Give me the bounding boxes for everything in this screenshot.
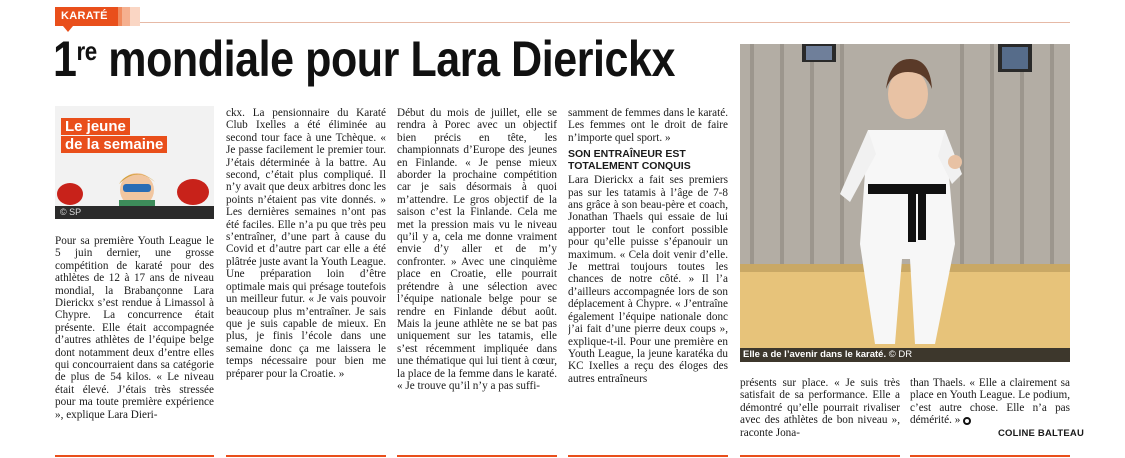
section-tag: KARATÉ	[55, 7, 118, 26]
bottom-rule-2	[226, 455, 386, 457]
bottom-rule-4	[568, 455, 728, 457]
column-4-text-b: Lara Dierickx a fait ses premiers pas sur les tatamis à l’âge de 7-8 ans grâce à son beau-père et coach, Jonathan Thaels qui essaie de lui apporter tout le confort possible pour qu’elle puisse s’épanouir un maximum. « Cela doit venir d’elle. Je mettrai toujours toutes les chances de notre côté. » Il l’a d’ailleurs accompagnée lors de son déplacement à Chypre. « J’entraîne également l’équipe nationale donc j’ai fait d’une pierre deux coups », explique-t-il. Pour une première en Youth League, la jeune karatéka du KC Ixelles a reçu des éloges des autres entraîneurs	[568, 174, 728, 385]
byline: COLINE BALTEAU	[998, 428, 1085, 439]
end-mark-icon	[963, 417, 971, 425]
boxing-gloves-illustration	[55, 156, 214, 206]
column-6-text: than Thaels. « Elle a clairement sa place en Youth League. Le podium, c’est autre chose. Elle n’a pas démérité. »	[910, 377, 1070, 427]
athlete-photo	[740, 44, 1070, 362]
column-4-text-a: samment de femmes dans le karaté. Les femmes ont le droit de faire n’importe quel sport. »	[568, 107, 728, 144]
headline-ordinal-suffix: re	[76, 36, 97, 66]
article-column-4	[568, 107, 728, 445]
article-column-2	[226, 107, 386, 445]
bottom-rule-5	[740, 455, 900, 457]
bottom-rule-3	[397, 455, 557, 457]
column-1-text: Pour sa première Youth League le 5 juin dernier, une grosse compétition de karaté pour des athlètes de 12 à 17 ans de niveau mondial, la Brabançonne Lara Dierickx s’est rendue à Limassol à Chypre. La concurrence était présente. Elle était accompagnée d’autres athlètes de l’équipe belge dont notamment deux d’entre elles qui concourraient dans sa catégorie de plus de 54 kilos. « Le niveau était élevé. J’étais très stressée pour ma toute première expérience », explique Lara Dieri-	[55, 235, 214, 421]
article-column-6	[910, 377, 1070, 427]
teaser-box	[55, 106, 214, 219]
athlete-photo-image	[740, 44, 1070, 362]
photo-caption	[740, 348, 1070, 362]
section-tag-decor-3	[130, 7, 140, 26]
column-4-subhead: SON ENTRAÎNEUR EST TOTALEMENT CONQUIS	[568, 148, 691, 173]
teaser-title-line2: de la semaine	[61, 136, 167, 153]
teaser-credit: © SP	[55, 206, 214, 219]
teaser-title-line1: Le jeune	[61, 118, 130, 135]
top-rule	[55, 22, 1070, 23]
bottom-rule-1	[55, 455, 214, 457]
column-3-text: Début du mois de juillet, elle se rendra à Porec avec un objectif bien précis en tête, les championnats d’Europe des jeunes en Finlande. « Je pense mieux aborder la prochaine compétition car je sais désormais à quoi m’attendre. Le gros objectif de la saison c’est la Finlande. Cela me met la pression mais vu le niveau qu’il y a, cela me donne vraiment envie d’y aller et de m’y confronter. » Avec une cinquième place en Croatie, elle pourrait prétendre à une sélection avec l’équipe nationale belge pour se rendre en Finlande début août. Mais la jeune athlète ne se bat pas uniquement sur les tatamis, elle s’est récemment impliquée dans une thématique qui lui tient à cœur, la place de la femme dans le karaté. « Je trouve qu’il n’y a pas suffi-	[397, 107, 557, 392]
photo-caption-text: Elle a de l’avenir dans le karaté.	[743, 349, 887, 360]
article-column-3	[397, 107, 557, 445]
headline-ordinal: 1	[53, 31, 77, 87]
section-tag-decor-2	[122, 7, 130, 26]
article-column-5	[740, 377, 900, 445]
bottom-rule-6	[910, 455, 1070, 457]
photo-credit: © DR	[886, 349, 913, 360]
article-column-1	[55, 235, 214, 445]
headline-text: mondiale pour Lara Dierickx	[96, 31, 675, 87]
column-2-text: ckx. La pensionnaire du Karaté Club Ixelles a été éliminée au second tour face à une Tchèque. « Je passe facilement le premier tour. J’étais déterminée à la battre. Au second, c’était plus compliqué. Il n’y avait que deux arbitres donc les points n’étaient pas vite donnés. » Les dernières semaines n’ont pas été faciles. Elle n’a pu que très peu s’entraîner, d’une part à cause du Covid et d’autre part car elle a été plâtrée juste avant la Youth League. Une préparation loin d’être optimale mais qui présage toutefois un meilleur futur. « Je vais pouvoir beaucoup plus m’entraîner. Je sais que je suis capable de mieux. En plus, je finis l’école dans une semaine donc ça me laissera le temps nécessaire pour bien me préparer pour la Croatie. »	[226, 107, 386, 380]
column-6-text-wrap	[910, 377, 1070, 427]
headline	[53, 31, 675, 87]
column-5-text: présents sur place. « Je suis très satisfait de sa performance. Elle a démontré qu’elle pourrait rivaliser avec des athlètes de bon niveau », raconte Jona-	[740, 377, 900, 439]
teaser-title	[61, 118, 167, 154]
